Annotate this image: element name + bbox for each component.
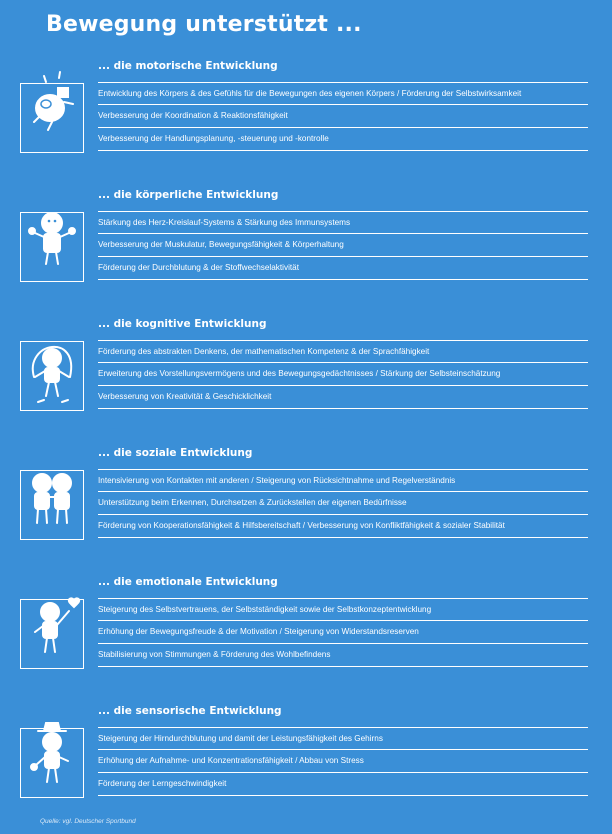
item-list	[98, 340, 588, 409]
child-with-heart-icon	[22, 580, 82, 670]
section-heading: ... die körperliche Entwicklung	[98, 189, 279, 201]
section-koerperlich	[0, 189, 612, 299]
item-list	[98, 211, 588, 280]
rolling-child-icon	[22, 64, 82, 154]
two-children-icon	[22, 451, 82, 541]
list-item: Erhöhung der Aufnahme- und Konzentrationsfähigkeit / Abbau von Stress	[98, 750, 588, 773]
list-item: Verbesserung der Handlungsplanung, -steuerung und -kontrolle	[98, 128, 588, 151]
list-item: Verbesserung der Muskulatur, Bewegungsfähigkeit & Körperhaltung	[98, 234, 588, 257]
section-heading: ... die kognitive Entwicklung	[98, 318, 267, 330]
jump-rope-child-icon	[22, 322, 82, 412]
item-list	[98, 598, 588, 667]
list-item: Unterstützung beim Erkennen, Durchsetzen & Zurückstellen der eigenen Bedürfnisse	[98, 492, 588, 515]
list-item: Steigerung des Selbstvertrauens, der Selbstständigkeit sowie der Selbstkonzeptentwicklung	[98, 598, 588, 621]
list-item: Erhöhung der Bewegungsfreude & der Motivation / Steigerung von Widerstandsreserven	[98, 621, 588, 644]
list-item: Stärkung des Herz-Kreislauf-Systems & Stärkung des Immunsystems	[98, 211, 588, 234]
list-item: Stabilisierung von Stimmungen & Förderung des Wohlbefindens	[98, 644, 588, 667]
page-title: Bewegung unterstützt ...	[46, 12, 362, 37]
child-with-hat-icon	[22, 709, 82, 799]
list-item: Förderung des abstrakten Denkens, der mathematischen Kompetenz & der Sprachfähigkeit	[98, 340, 588, 363]
list-item: Förderung der Lerngeschwindigkeit	[98, 773, 588, 796]
item-list	[98, 469, 588, 538]
source-note: Quelle: vgl. Deutscher Sportbund	[40, 818, 136, 825]
section-heading: ... die soziale Entwicklung	[98, 447, 253, 459]
section-heading: ... die motorische Entwicklung	[98, 60, 278, 72]
section-emotional	[0, 576, 612, 686]
list-item: Entwicklung des Körpers & des Gefühls für die Bewegungen des eigenen Körpers / Förderung der Selbstwirksamkeit	[98, 82, 588, 105]
list-item: Erweiterung des Vorstellungsvermögens und des Bewegungsgedächtnisses / Stärkung der Selbsteinschätzung	[98, 363, 588, 386]
item-list	[98, 82, 588, 151]
juggling-child-icon	[22, 193, 82, 283]
list-item: Verbesserung von Kreativität & Geschicklichkeit	[98, 386, 588, 409]
section-sensorisch	[0, 705, 612, 815]
section-heading: ... die emotionale Entwicklung	[98, 576, 278, 588]
section-heading: ... die sensorische Entwicklung	[98, 705, 282, 717]
list-item: Förderung von Kooperationsfähigkeit & Hilfsbereitschaft / Verbesserung von Konfliktfähigkeit & sozialer Stabilität	[98, 515, 588, 538]
list-item: Verbesserung der Koordination & Reaktionsfähigkeit	[98, 105, 588, 128]
list-item: Intensivierung von Kontakten mit anderen / Steigerung von Rücksichtnahme und Regelverständnis	[98, 469, 588, 492]
list-item: Förderung der Durchblutung & der Stoffwechselaktivität	[98, 257, 588, 280]
section-motorisch	[0, 60, 612, 170]
list-item: Steigerung der Hirndurchblutung und damit der Leistungsfähigkeit des Gehirns	[98, 727, 588, 750]
section-kognitiv	[0, 318, 612, 428]
section-sozial	[0, 447, 612, 557]
item-list	[98, 727, 588, 796]
